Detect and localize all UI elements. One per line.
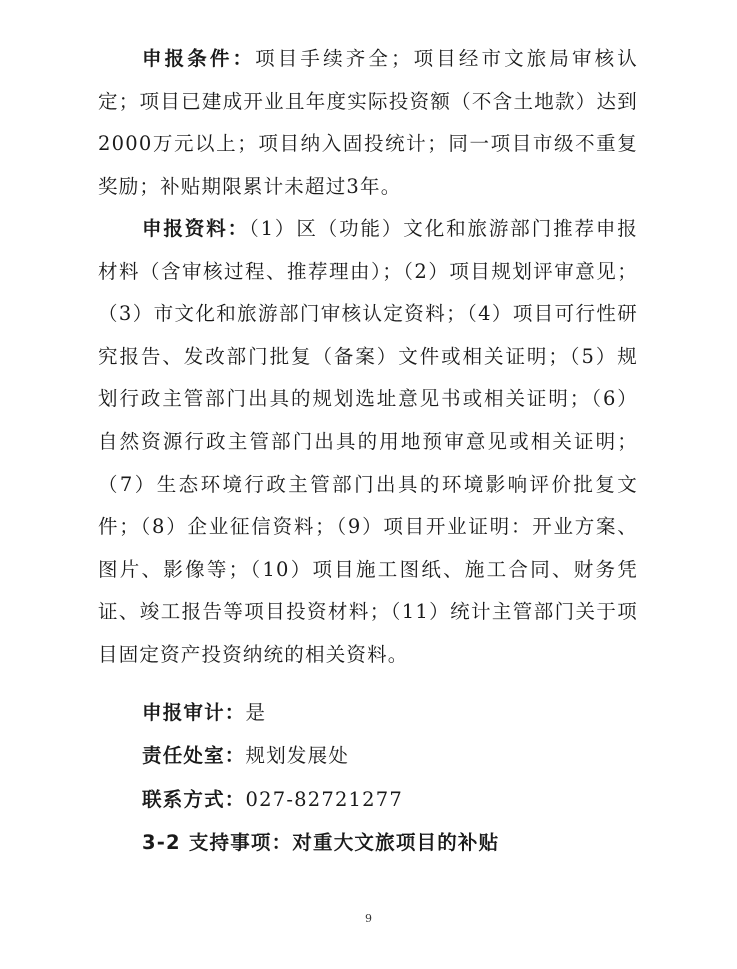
contact-label: 联系方式： — [142, 788, 246, 811]
audit-label: 申报审计： — [142, 701, 246, 724]
conditions-paragraph — [98, 38, 638, 208]
contact-line — [142, 785, 403, 815]
section-heading: 3-2 支持事项：对重大文旅项目的补贴 — [142, 831, 500, 854]
materials-paragraph — [98, 208, 638, 677]
department-value: 规划发展处 — [245, 744, 350, 767]
department-label: 责任处室： — [142, 744, 246, 767]
materials-text: （1）区（功能）文化和旅游部门推荐申报材料（含审核过程、推荐理由）；（2）项目规划评审意见；（3）市文化和旅游部门审核认定资料；（4）项目可行性研究报告、发改部门批复（备案）文件或相关证明；（5）规划行政主管部门出具的规划选址意见书或相关证明；（6）自然资源行政主管部门出具的用地预审意见或相关证明；（7）生态环境行政主管部门出具的环境影响评价批复文件；（8）企业征信资料；（9）项目开业证明：开业方案、图片、影像等；（10）项目施工图纸、施工合同、财务凭证、竣工报告等项目投资材料；（11）统计主管部门关于项目固定资产投资纳统的相关资料。 — [98, 217, 638, 666]
materials-label: 申报资料： — [142, 217, 249, 240]
conditions-text: 项目手续齐全；项目经市文旅局审核认定；项目已建成开业且年度实际投资额（不含土地款）达到2000万元以上；项目纳入固投统计；同一项目市级不重复奖励；补贴期限累计未超过3年。 — [98, 47, 638, 198]
department-line — [142, 741, 349, 771]
contact-value: 027-82721277 — [245, 788, 403, 811]
page-number: 9 — [365, 912, 372, 925]
audit-line — [142, 698, 266, 728]
conditions-label: 申报条件： — [142, 47, 256, 70]
audit-value: 是 — [245, 701, 267, 724]
